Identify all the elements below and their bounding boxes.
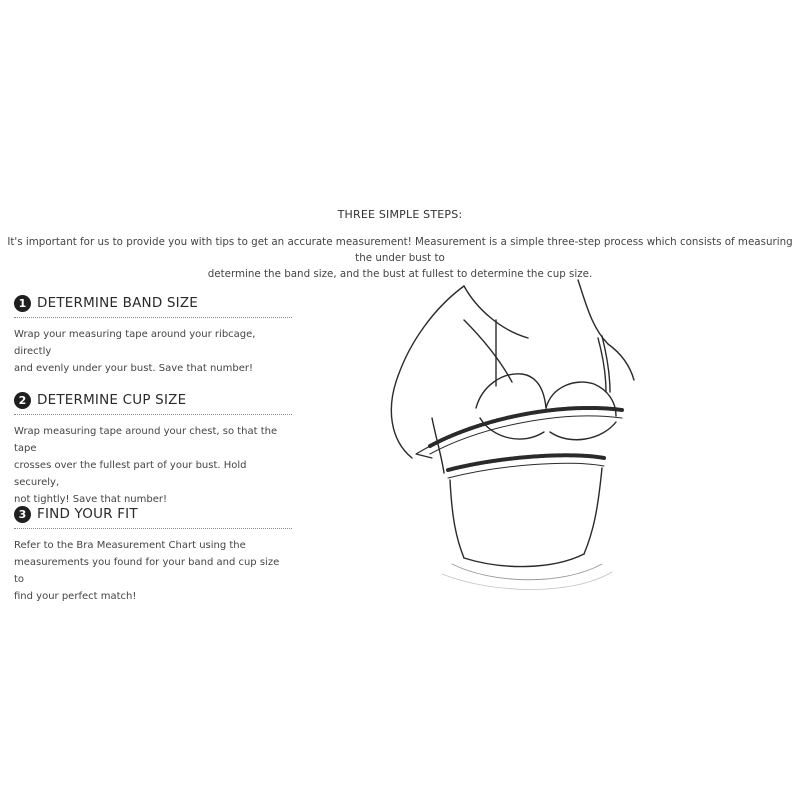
step-description bbox=[14, 423, 286, 508]
bra-measurement-illustration-icon bbox=[372, 268, 662, 598]
page-title: THREE SIMPLE STEPS: bbox=[337, 208, 463, 221]
dotted-divider bbox=[14, 414, 292, 415]
step-band-size bbox=[14, 292, 294, 377]
step-text-line: find your perfect match! bbox=[14, 591, 137, 602]
step-text-line: Refer to the Bra Measurement Chart using the bbox=[14, 540, 246, 551]
step-title: FIND YOUR FIT bbox=[37, 506, 138, 522]
step-text-line: crosses over the fullest part of your bust. Hold securely, bbox=[14, 460, 247, 488]
step-text-line: not tightly! Save that number! bbox=[14, 494, 167, 505]
step-header bbox=[14, 292, 294, 314]
step-cup-size bbox=[14, 389, 294, 508]
step-text-line: measurements you found for your band and cup size to bbox=[14, 557, 280, 585]
step-description bbox=[14, 537, 286, 605]
intro-line-1: It's important for us to provide you with tips to get an accurate measurement! Measurement is a simple three-step process which consists of measuring the under bust to bbox=[7, 236, 793, 264]
step-number-badge: 2 bbox=[14, 392, 31, 409]
step-header bbox=[14, 503, 294, 525]
intro-line-2: determine the band size, and the bust at fullest to determine the cup size. bbox=[207, 268, 593, 280]
step-title: DETERMINE BAND SIZE bbox=[37, 295, 199, 311]
step-find-fit bbox=[14, 503, 294, 605]
step-title: DETERMINE CUP SIZE bbox=[37, 392, 187, 408]
step-number-badge: 3 bbox=[14, 506, 31, 523]
step-description bbox=[14, 326, 286, 377]
step-header bbox=[14, 389, 294, 411]
step-text-line: and evenly under your bust. Save that number! bbox=[14, 363, 253, 374]
step-text-line: Wrap measuring tape around your chest, so that the tape bbox=[14, 426, 278, 454]
dotted-divider bbox=[14, 317, 292, 318]
dotted-divider bbox=[14, 528, 292, 529]
step-number-badge: 1 bbox=[14, 295, 31, 312]
step-text-line: Wrap your measuring tape around your ribcage, directly bbox=[14, 329, 256, 357]
